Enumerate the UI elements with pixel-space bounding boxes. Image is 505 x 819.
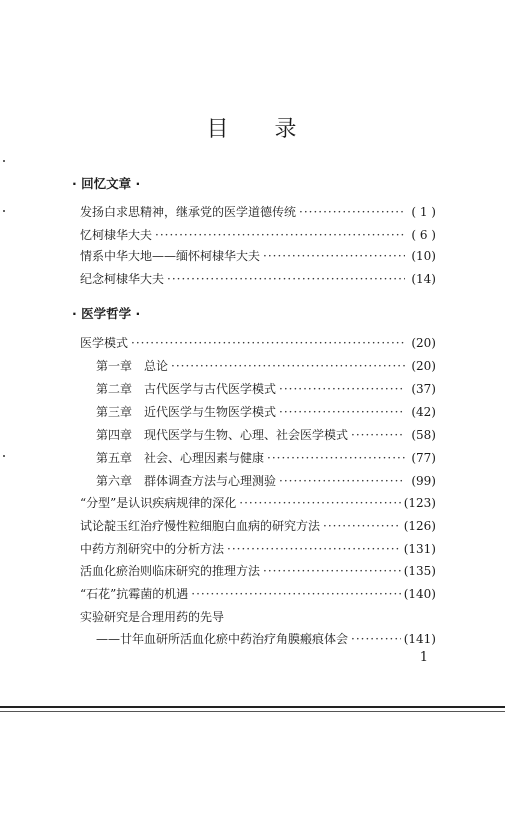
dot-leader: [279, 405, 405, 419]
chapter-number: 第四章: [96, 428, 133, 442]
toc-entry-title: 忆柯棣华大夫: [80, 228, 153, 242]
dot-leader: [239, 496, 400, 510]
title-char-1: 目: [206, 117, 231, 142]
bottom-rule-thin: [0, 711, 505, 712]
toc-entry[interactable]: [80, 334, 436, 352]
title-char-2: 录: [274, 117, 299, 142]
toc-entry[interactable]: [80, 247, 436, 265]
toc-entry-title-line[interactable]: 实验研究是合理用药的先导: [80, 610, 225, 624]
dot-leader: [351, 428, 405, 442]
toc-entry[interactable]: [80, 494, 436, 512]
dot-leader: [351, 632, 401, 646]
toc-page-number: (37): [411, 382, 436, 396]
toc-page-number: (58): [411, 428, 436, 442]
page-title: [0, 112, 505, 143]
toc-page-number: (14): [411, 272, 436, 286]
toc-entry-title: “分型”是认识疾病规律的深化: [80, 496, 237, 510]
dot-leader: [279, 382, 405, 396]
dot-leader: [263, 249, 405, 263]
scan-speck: [3, 455, 5, 457]
toc-chapter-entry[interactable]: [96, 426, 436, 444]
toc-entry-title: 群体调查方法与心理测验: [144, 474, 277, 488]
dot-leader: [191, 587, 400, 601]
dot-leader: [171, 359, 405, 373]
bottom-rule: [0, 706, 505, 708]
toc-entry-title: 纪念柯棣华大夫: [80, 272, 165, 286]
dot-leader: [167, 272, 405, 286]
toc-entry-title: 活血化瘀治则临床研究的推理方法: [80, 564, 261, 578]
toc-page-number: (20): [411, 336, 436, 350]
toc-page-number: (140): [403, 587, 436, 601]
toc-entry-title: ——廿年血研所活血化瘀中药治疗角膜瘢痕体会: [96, 632, 349, 646]
toc-entry[interactable]: [80, 540, 436, 558]
dot-leader: [279, 474, 405, 488]
toc-page-number: (42): [411, 405, 436, 419]
toc-entry[interactable]: [80, 562, 436, 580]
dot-leader: [227, 542, 401, 556]
dot-leader: [299, 205, 405, 219]
toc-page-number: (20): [411, 359, 436, 373]
section-heading-medical-philosophy: · 医学哲学 ·: [72, 306, 141, 321]
toc-entry[interactable]: [80, 270, 436, 288]
toc-page-number: (135): [403, 564, 436, 578]
folio-page-number: 1: [419, 650, 428, 665]
toc-entry[interactable]: [80, 517, 436, 535]
toc-entry[interactable]: [80, 226, 436, 244]
toc-page-number: (77): [411, 451, 436, 465]
toc-entry[interactable]: [80, 203, 436, 221]
toc-entry-title: 总论: [144, 359, 169, 373]
scan-speck: [3, 210, 5, 212]
scan-speck: [3, 160, 5, 162]
toc-chapter-entry[interactable]: [96, 380, 436, 398]
toc-entry-title: 情系中华大地——缅怀柯棣华大夫: [80, 249, 261, 263]
chapter-number: 第五章: [96, 451, 133, 465]
toc-entry-title: 试论靛玉红治疗慢性粒细胞白血病的研究方法: [80, 519, 321, 533]
dot-leader: [267, 451, 405, 465]
chapter-number: 第三章: [96, 405, 133, 419]
toc-chapter-entry[interactable]: [96, 357, 436, 375]
dot-leader: [263, 564, 401, 578]
toc-page-number: (131): [403, 542, 436, 556]
toc-entry-title: 现代医学与生物、心理、社会医学模式: [144, 428, 349, 442]
toc-chapter-entry[interactable]: [96, 449, 436, 467]
toc-page-number: (10): [411, 249, 436, 263]
toc-entry-title: 古代医学与古代医学模式: [144, 382, 277, 396]
section-heading-memoirs: · 回忆文章 ·: [72, 176, 141, 191]
toc-chapter-entry[interactable]: [96, 472, 436, 490]
toc-entry-title: 医学模式: [80, 336, 129, 350]
toc-entry[interactable]: [80, 585, 436, 603]
toc-entry-title: 中药方剂研究中的分析方法: [80, 542, 225, 556]
toc-page-number: ( 1 ): [411, 205, 436, 219]
toc-entry-title: “石花”抗霉菌的机遇: [80, 587, 189, 601]
dot-leader: [155, 228, 405, 242]
toc-entry-subtitle[interactable]: [96, 630, 436, 648]
toc-page-number: (126): [403, 519, 436, 533]
toc-entry-title: 社会、心理因素与健康: [144, 451, 265, 465]
chapter-number: 第一章: [96, 359, 133, 373]
chapter-number: 第六章: [96, 474, 133, 488]
toc-page-number: (141): [403, 632, 436, 646]
toc-page-number: (123): [403, 496, 436, 510]
chapter-number: 第二章: [96, 382, 133, 396]
dot-leader: [323, 519, 401, 533]
dot-leader: [131, 336, 405, 350]
toc-page-number: ( 6 ): [411, 228, 436, 242]
toc-entry-title: 发扬白求思精神，继承党的医学道德传统: [80, 205, 297, 219]
toc-chapter-entry[interactable]: [96, 403, 436, 421]
toc-entry-title: 近代医学与生物医学模式: [144, 405, 277, 419]
toc-page-number: (99): [411, 474, 436, 488]
